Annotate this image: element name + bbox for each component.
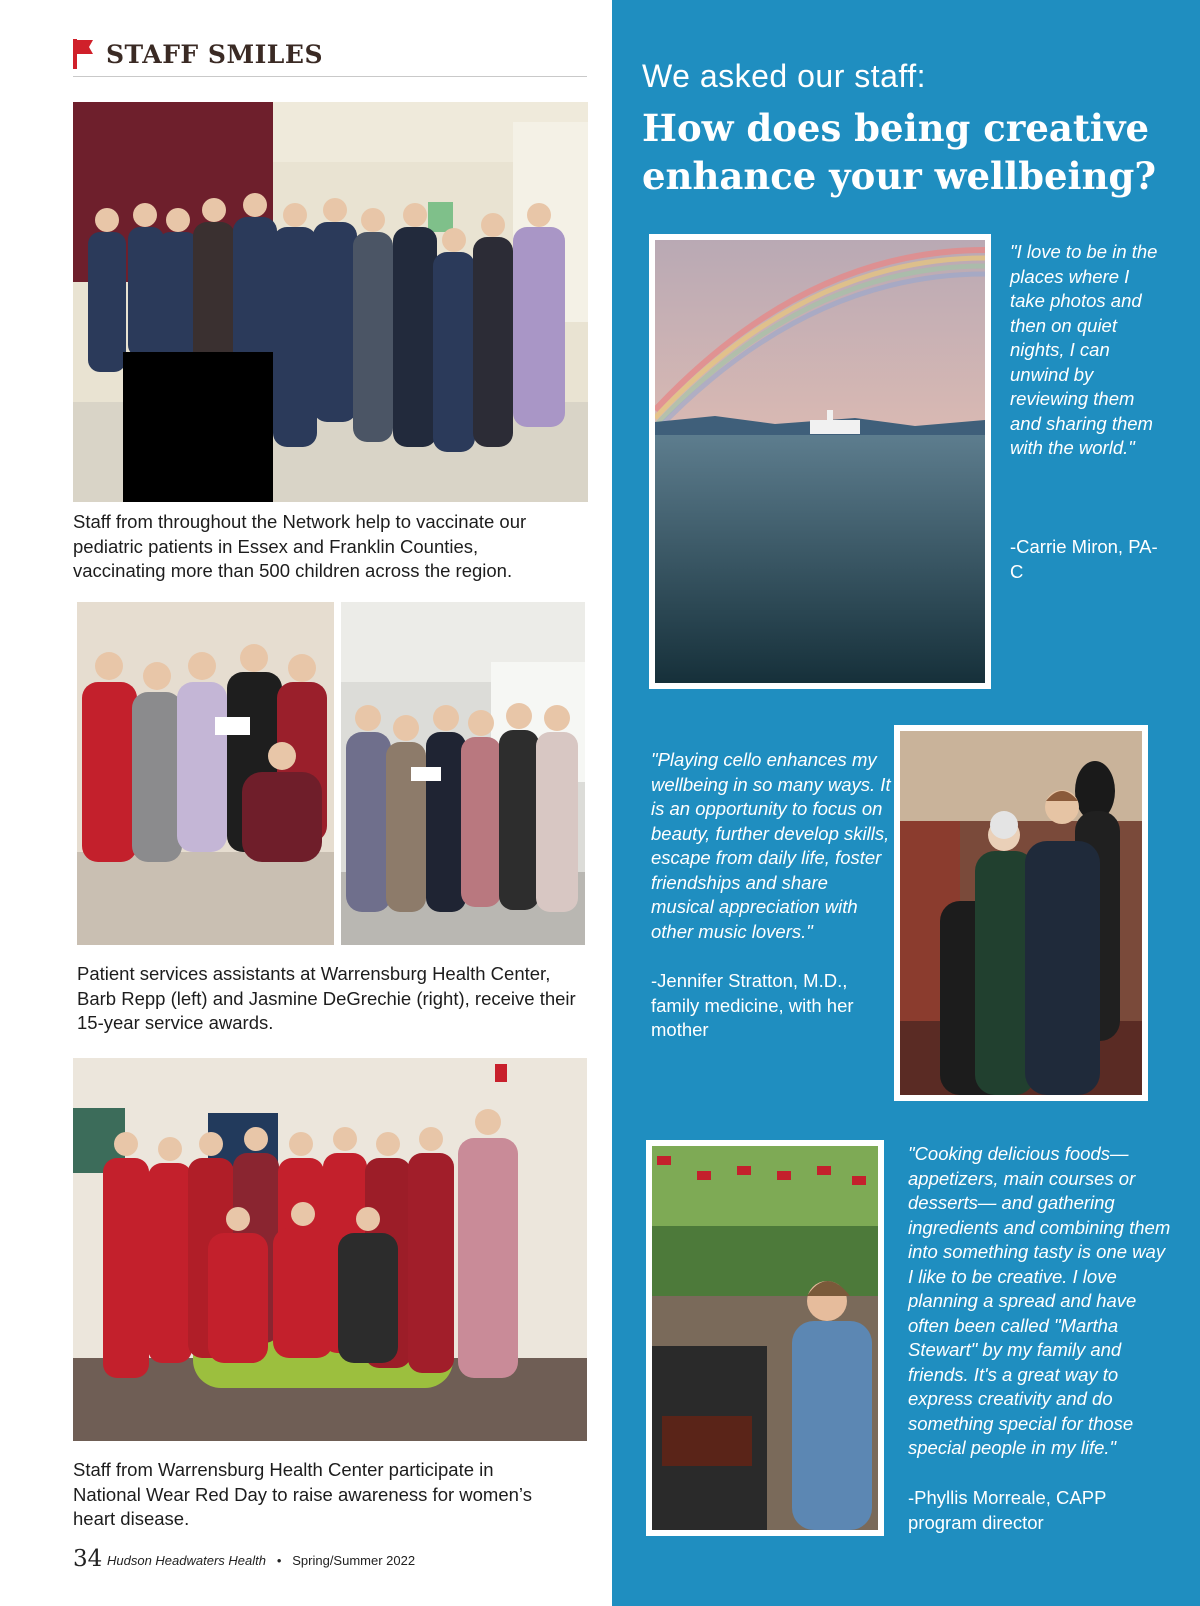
vaccination-caption: Staff from throughout the Network help to vaccinate our pediatric patients in Essex and Franklin Counties, vaccinating more than 500 children across the region.: [73, 511, 527, 581]
award-photo-right: [341, 602, 585, 945]
vaccination-team-photo: [73, 102, 588, 502]
quote-2-text: "Playing cello enhances my wellbeing in so many ways. It is an opportunity to focus on beauty, further develop skills, escape from daily life, foster friendships and share musical appreciation with other music lovers.": [651, 749, 891, 942]
quote-1-author: -Carrie Miron, PA-C: [1010, 536, 1158, 582]
feature-headline: How does being creative enhance your wellbeing?: [642, 106, 1157, 198]
page-footer: [73, 1546, 593, 1576]
footer-separator: •: [276, 1553, 282, 1568]
quote-3-text: "Cooking delicious foods— appetizers, main courses or desserts— and gathering ingredients and combining them into something tasty is one way I like to be creative. I love planning a spread and have often been called "Martha Stewart" by my family and friends. It's a great way to express creativity and do something special for those special people in my life.": [908, 1143, 1171, 1458]
quote-2-author: -Jennifer Stratton, M.D., family medicine, with her mother: [651, 970, 854, 1040]
issue-date: Spring/Summer 2022: [292, 1553, 416, 1568]
wear-red-day-caption: Staff from Warrensburg Health Center participate in National Wear Red Day to raise awareness for women’s heart disease.: [73, 1459, 532, 1529]
flag-icon: [73, 39, 95, 69]
publication-name: Hudson Headwaters Health: [107, 1553, 266, 1568]
award-photo-left: [77, 602, 334, 945]
section-header: [73, 36, 587, 77]
grilling-photo: [646, 1140, 884, 1536]
section-title: STAFF SMILES: [106, 40, 323, 69]
feature-kicker: We asked our staff:: [642, 58, 927, 94]
quote-1-text: "I love to be in the places where I take photos and then on quiet nights, I can unwind by reviewing them and sharing them with the world.": [1010, 241, 1158, 458]
rainbow-lake-photo: [649, 234, 991, 689]
cello-players-photo: [894, 725, 1148, 1101]
footer-text: [107, 1553, 415, 1568]
awards-caption: Patient services assistants at Warrensburg Health Center, Barb Repp (left) and Jasmine DeGrechie (right), receive their 15-year service awards.: [77, 963, 576, 1033]
page-number: 34: [73, 1546, 103, 1572]
wear-red-day-photo: [73, 1058, 587, 1441]
quote-3-author: -Phyllis Morreale, CAPP program director: [908, 1487, 1107, 1533]
